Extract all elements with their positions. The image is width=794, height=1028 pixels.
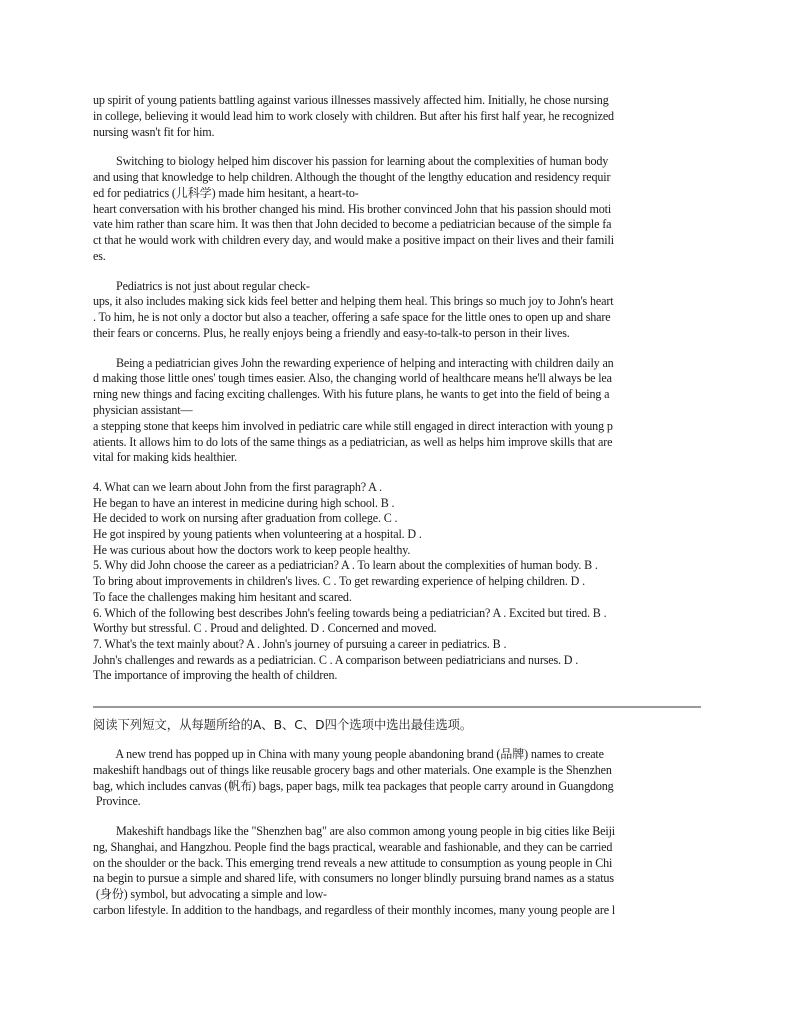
question-line: The importance of improving the health of children. [93, 668, 338, 683]
section-divider [93, 706, 701, 708]
text-line: up spirit of young patients battling against various illnesses massively affected him. Initially, he chose nursing [93, 93, 609, 107]
text-line: na begin to pursue a simple and shared life, with consumers no longer blindly pursuing brand names as a status [93, 871, 614, 886]
question-line: 5. Why did John choose the career as a pediatrician? A . To learn about the complexities of human body. B . [93, 558, 598, 573]
text-line: atients. It allows him to do lots of the same things as a pediatrician, as well as helps him improve skills that are [93, 434, 613, 449]
text-line: (身份) symbol, but advocating a simple and low- [93, 887, 327, 902]
text-line: es. [93, 248, 106, 263]
text-line: carbon lifestyle. In addition to the handbags, and regardless of their monthly incomes, many young people are l [93, 902, 616, 917]
section-instruction: 阅读下列短文，从每题所给的A、B、C、D四个选项中选出最佳选项。 [93, 718, 473, 732]
question-line: He was curious about how the doctors work to keep people healthy. [93, 542, 411, 557]
paragraph-1 [93, 747, 701, 810]
text-line: Being a pediatrician gives John the rewarding experience of helping and interacting with children daily an [93, 355, 614, 370]
question-line: Worthy but stressful. C . Proud and delighted. D . Concerned and moved. [93, 621, 437, 636]
text-line: ct that he would work with children every day, and would make a positive impact on their lives and their famili [93, 233, 614, 248]
text-line: on the shoulder or the back. This emerging trend reveals a new attitude to consumption as young people in Chi [93, 855, 613, 870]
paragraph-2 [93, 824, 701, 919]
question-line: 4. What can we learn about John from the first paragraph? A . [93, 479, 382, 494]
paragraph-3 [93, 279, 701, 342]
text-line: vital for making kids healthier. [93, 450, 237, 465]
question-line: John's challenges and rewards as a pediatrician. C . A comparison between pediatricians and nurses. D . [93, 652, 579, 667]
question-list [93, 480, 701, 684]
paragraph-1 [93, 93, 701, 140]
text-line: Switching to biology helped him discover his passion for learning about the complexities of human body [93, 154, 609, 169]
text-line: vate him rather than scare him. It was then that John decided to become a pediatrician because of the simple fa [93, 217, 612, 232]
text-line: a stepping stone that keeps him involved in pediatric care while still engaged in direct interaction with young p [93, 418, 613, 433]
text-line: their fears or concerns. Plus, he really enjoys being a friendly and easy-to-talk-to person in their lives. [93, 325, 570, 340]
text-line: d making those little ones' tough times easier. Also, the changing world of healthcare means he'll always be lea [93, 371, 612, 386]
text-line: ng, Shanghai, and Hangzhou. People find the bags practical, wearable and fashionable, and they can be carried [93, 839, 613, 854]
text-line: makeshift handbags out of things like reusable grocery bags and other materials. One example is the Shenzhen [93, 762, 612, 777]
question-line: He began to have an interest in medicine during high school. B . [93, 495, 395, 510]
text-line: Pediatrics is not just about regular check- [93, 278, 310, 293]
text-line: rning new things and facing exciting challenges. With his future plans, he wants to get into the field of being a [93, 387, 610, 402]
passage-one [93, 93, 701, 684]
passage-two [93, 717, 701, 919]
text-line: . To him, he is not only a doctor but also a teacher, offering a safe space for the little ones to open up and share [93, 310, 611, 325]
text-line: A new trend has popped up in China with many young people abandoning brand (品牌) names to create [93, 747, 604, 761]
paragraph-4 [93, 356, 701, 467]
text-line: ed for pediatrics (儿科学) made him hesitant, a heart-to- [93, 185, 359, 200]
text-line: heart conversation with his brother changed his mind. His brother convinced John that his passion should moti [93, 201, 612, 216]
question-line: 7. What's the text mainly about? A . John's journey of pursuing a career in pediatrics. B . [93, 636, 507, 651]
question-line: He got inspired by young patients when volunteering at a hospital. D . [93, 527, 422, 542]
text-line: bag, which includes canvas (帆布) bags, paper bags, milk tea packages that people carry around in Guangdong [93, 778, 614, 793]
text-line: Province. [93, 794, 141, 809]
text-line: physician assistant— [93, 402, 193, 417]
text-line: nursing wasn't fit for him. [93, 124, 215, 139]
question-line: To face the challenges making him hesitant and scared. [93, 589, 352, 604]
text-line: and using that knowledge to help children. Although the thought of the lengthy education and residency requir [93, 169, 611, 184]
text-line: in college, believing it would lead him to work closely with children. But after his first half year, he recognized [93, 108, 614, 123]
paragraph-2 [93, 154, 701, 265]
text-line: ups, it also includes making sick kids feel better and helping them heal. This brings so much joy to John's heart [93, 294, 614, 309]
question-line: 6. Which of the following best describes John's feeling towards being a pediatrician? A . Excited but tired. B . [93, 605, 607, 620]
text-line: Makeshift handbags like the "Shenzhen bag" are also common among young people in big cities like Beiji [93, 823, 616, 838]
question-line: He decided to work on nursing after graduation from college. C . [93, 511, 398, 526]
question-line: To bring about improvements in children's lives. C . To get rewarding experience of helping children. D . [93, 574, 585, 589]
